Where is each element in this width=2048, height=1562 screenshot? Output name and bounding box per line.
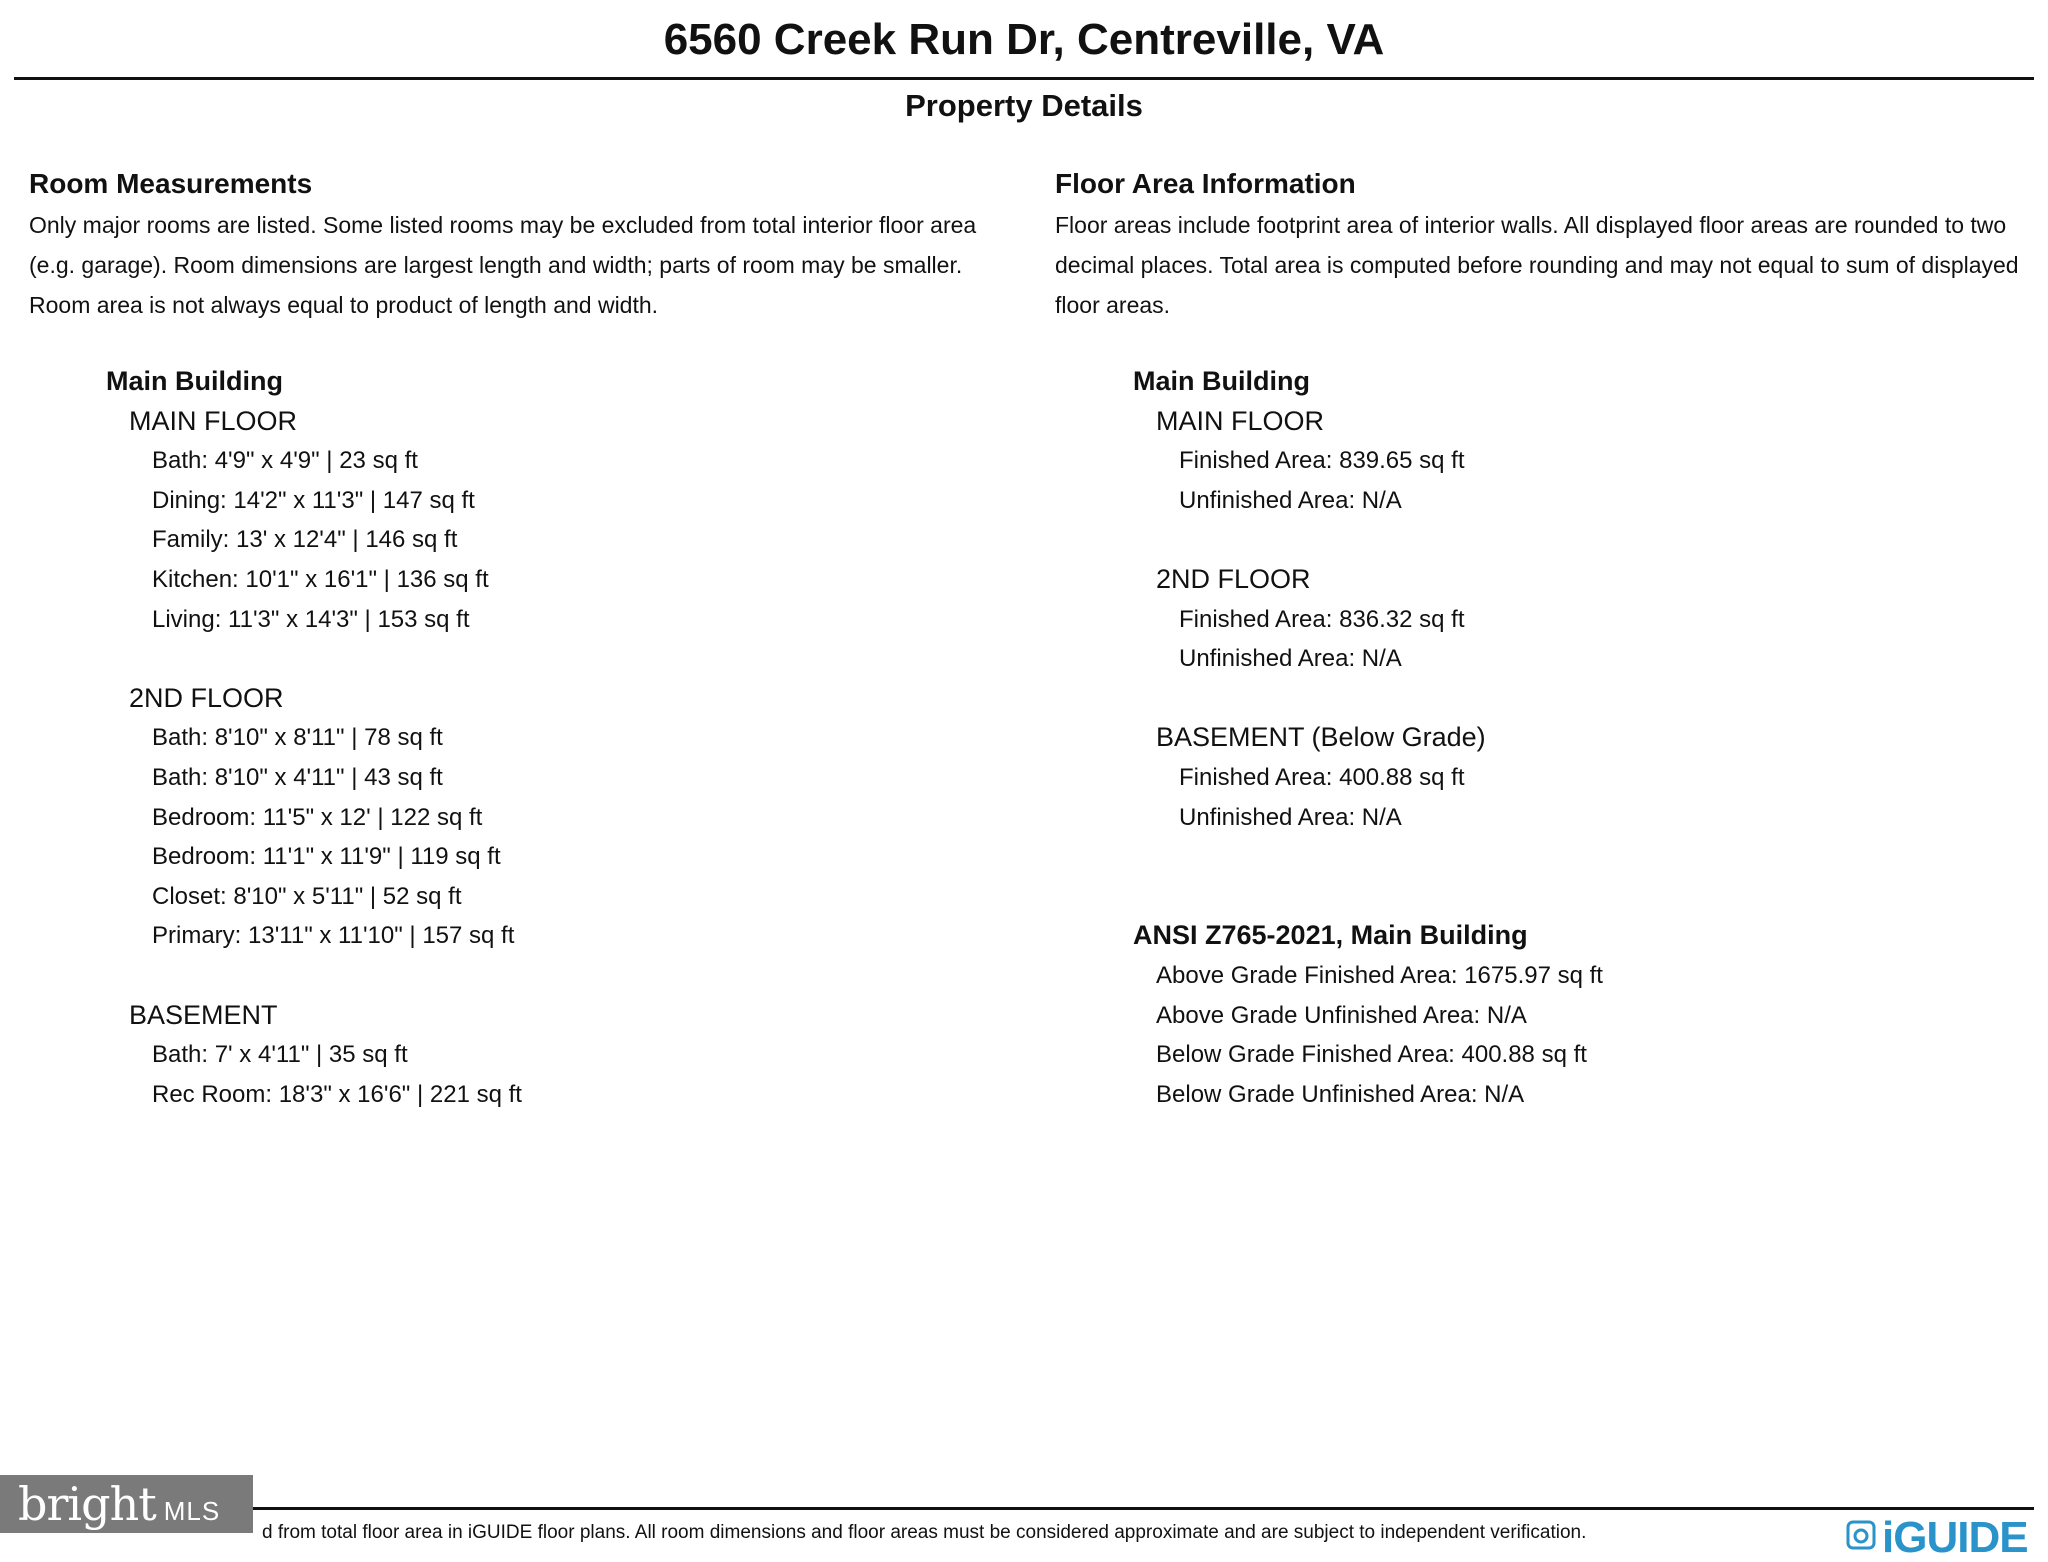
- room-item: Bath: 4'9" x 4'9" | 23 sq ft: [152, 447, 418, 475]
- building-name: Main Building: [1133, 366, 1310, 396]
- note-line: Only major rooms are listed. Some listed rooms may be excluded from total interior floor area: [29, 212, 977, 238]
- floor-name: 2ND FLOOR: [1156, 563, 1311, 594]
- finished-area: Finished Area: 839.65 sq ft: [1179, 447, 1465, 475]
- finished-area: Finished Area: 400.88 sq ft: [1179, 763, 1465, 791]
- floor-area-note: [1055, 205, 2019, 325]
- room-item: Bath: 7' x 4'11" | 35 sq ft: [152, 1041, 408, 1069]
- ansi-item: Above Grade Unfinished Area: N/A: [1156, 1001, 1527, 1029]
- room-item: Bath: 8'10" x 8'11" | 78 sq ft: [152, 724, 443, 752]
- room-item: Bath: 8'10" x 4'11" | 43 sq ft: [152, 763, 443, 791]
- room-measurements-note: [29, 205, 976, 325]
- room-item: Kitchen: 10'1" x 16'1" | 136 sq ft: [152, 565, 489, 593]
- room-item: Family: 13' x 12'4" | 146 sq ft: [152, 526, 458, 554]
- finished-area: Finished Area: 836.32 sq ft: [1179, 605, 1465, 633]
- page-subtitle: Property Details: [905, 88, 1143, 123]
- floor-area-list: [1133, 362, 1603, 1114]
- building-name: Main Building: [106, 366, 283, 396]
- ansi-item: Below Grade Unfinished Area: N/A: [1156, 1080, 1525, 1108]
- room-item: Bedroom: 11'1" x 11'9" | 119 sq ft: [152, 843, 501, 871]
- room-item: Closet: 8'10" x 5'11" | 52 sq ft: [152, 882, 462, 910]
- spacer: [1133, 837, 1603, 877]
- floor-name: MAIN FLOOR: [1156, 405, 1325, 436]
- footer-disclaimer: d from total floor area in iGUIDE floor plans. All room dimensions and floor areas must be considered approximate and are subject to independent verification.: [262, 1522, 1587, 1543]
- floor-name: 2ND FLOOR: [129, 682, 284, 713]
- unfinished-area: Unfinished Area: N/A: [1179, 486, 1402, 514]
- watermark-word: bright: [18, 1477, 156, 1531]
- floor-name: MAIN FLOOR: [129, 405, 298, 436]
- title-divider: [14, 77, 2034, 80]
- spacer: [106, 956, 522, 996]
- room-item: Living: 11'3" x 14'3" | 153 sq ft: [152, 605, 470, 633]
- room-item: Rec Room: 18'3" x 16'6" | 221 sq ft: [152, 1080, 522, 1108]
- ansi-item: Below Grade Finished Area: 400.88 sq ft: [1156, 1041, 1587, 1069]
- note-line: Room area is not always equal to product of length and width.: [29, 292, 659, 318]
- floor-name: BASEMENT: [129, 999, 278, 1030]
- iguide-logo: [1846, 1512, 2028, 1562]
- room-item: Bedroom: 11'5" x 12' | 122 sq ft: [152, 803, 483, 831]
- room-item: Primary: 13'11" x 11'10" | 157 sq ft: [152, 922, 515, 950]
- spacer: [106, 639, 522, 679]
- note-line: (e.g. garage). Room dimensions are largest length and width; parts of room may be smaller.: [29, 252, 963, 278]
- floor-name: BASEMENT (Below Grade): [1156, 722, 1486, 753]
- spacer: [1133, 877, 1603, 917]
- watermark-suffix: MLS: [163, 1496, 221, 1526]
- room-list: [106, 362, 522, 1114]
- unfinished-area: Unfinished Area: N/A: [1179, 803, 1402, 831]
- ansi-item: Above Grade Finished Area: 1675.97 sq ft: [1156, 961, 1603, 989]
- page-title: 6560 Creek Run Dr, Centreville, VA: [663, 15, 1385, 64]
- room-item: Dining: 14'2" x 11'3" | 147 sq ft: [152, 486, 475, 514]
- spacer: [1133, 679, 1603, 719]
- room-measurements-heading: Room Measurements: [29, 168, 313, 199]
- floor-area-heading: Floor Area Information: [1055, 168, 1356, 199]
- note-line: decimal places. Total area is computed before rounding and may not equal to sum of displayed: [1055, 252, 2019, 278]
- spacer: [1133, 520, 1603, 560]
- bright-mls-watermark: [0, 1475, 253, 1533]
- note-line: Floor areas include footprint area of interior walls. All displayed floor areas are rounded to two: [1055, 212, 2007, 238]
- note-line: floor areas.: [1055, 292, 1171, 318]
- iguide-camera-icon: [1846, 1520, 1876, 1550]
- brand-name: iGUIDE: [1882, 1513, 2028, 1562]
- ansi-heading: ANSI Z765-2021, Main Building: [1133, 920, 1528, 951]
- unfinished-area: Unfinished Area: N/A: [1179, 645, 1402, 673]
- footer-divider: [250, 1507, 2034, 1510]
